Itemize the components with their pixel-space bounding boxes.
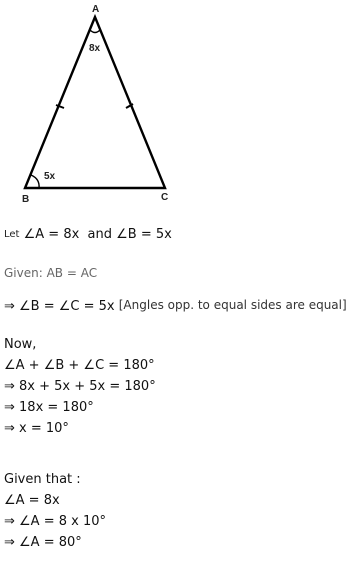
now-line: Now,: [4, 337, 37, 352]
angle-label-a: 8x: [89, 43, 101, 54]
given-line: Given: AB = AC: [4, 266, 98, 280]
substitution-line-1: ⇒ 8x + 5x + 5x = 180°: [4, 379, 156, 394]
substitution-line-2: ⇒ 18x = 180°: [4, 400, 94, 415]
angle-arc-a: [90, 30, 100, 33]
substitution-line-3: ⇒ x = 10°: [4, 421, 69, 436]
angle-label-b: 5x: [44, 171, 56, 182]
step1-expression: ⇒ ∠B = ∠C = 5x: [4, 299, 115, 314]
vertex-label-a: A: [92, 4, 100, 15]
isosceles-triangle-figure: [0, 0, 354, 215]
step1-line: [4, 299, 347, 315]
angle-sum-line: ∠A + ∠B + ∠C = 180°: [4, 358, 155, 373]
angle-a-substitution-line: ⇒ ∠A = 8 x 10°: [4, 514, 107, 529]
angle-a-expression-line: ∠A = 8x: [4, 493, 60, 508]
let-expression: ∠A = 8x and ∠B = 5x: [23, 227, 172, 242]
step1-note: [Angles opp. to equal sides are equal]: [118, 298, 347, 312]
vertex-label-b: B: [22, 194, 30, 205]
vertex-label-c: C: [161, 192, 169, 203]
angle-arc-b: [31, 175, 39, 188]
angle-a-result-line: ⇒ ∠A = 80°: [4, 535, 82, 550]
let-word: Let: [4, 229, 20, 240]
let-line: [4, 227, 172, 243]
given-that-line: Given that :: [4, 472, 81, 487]
